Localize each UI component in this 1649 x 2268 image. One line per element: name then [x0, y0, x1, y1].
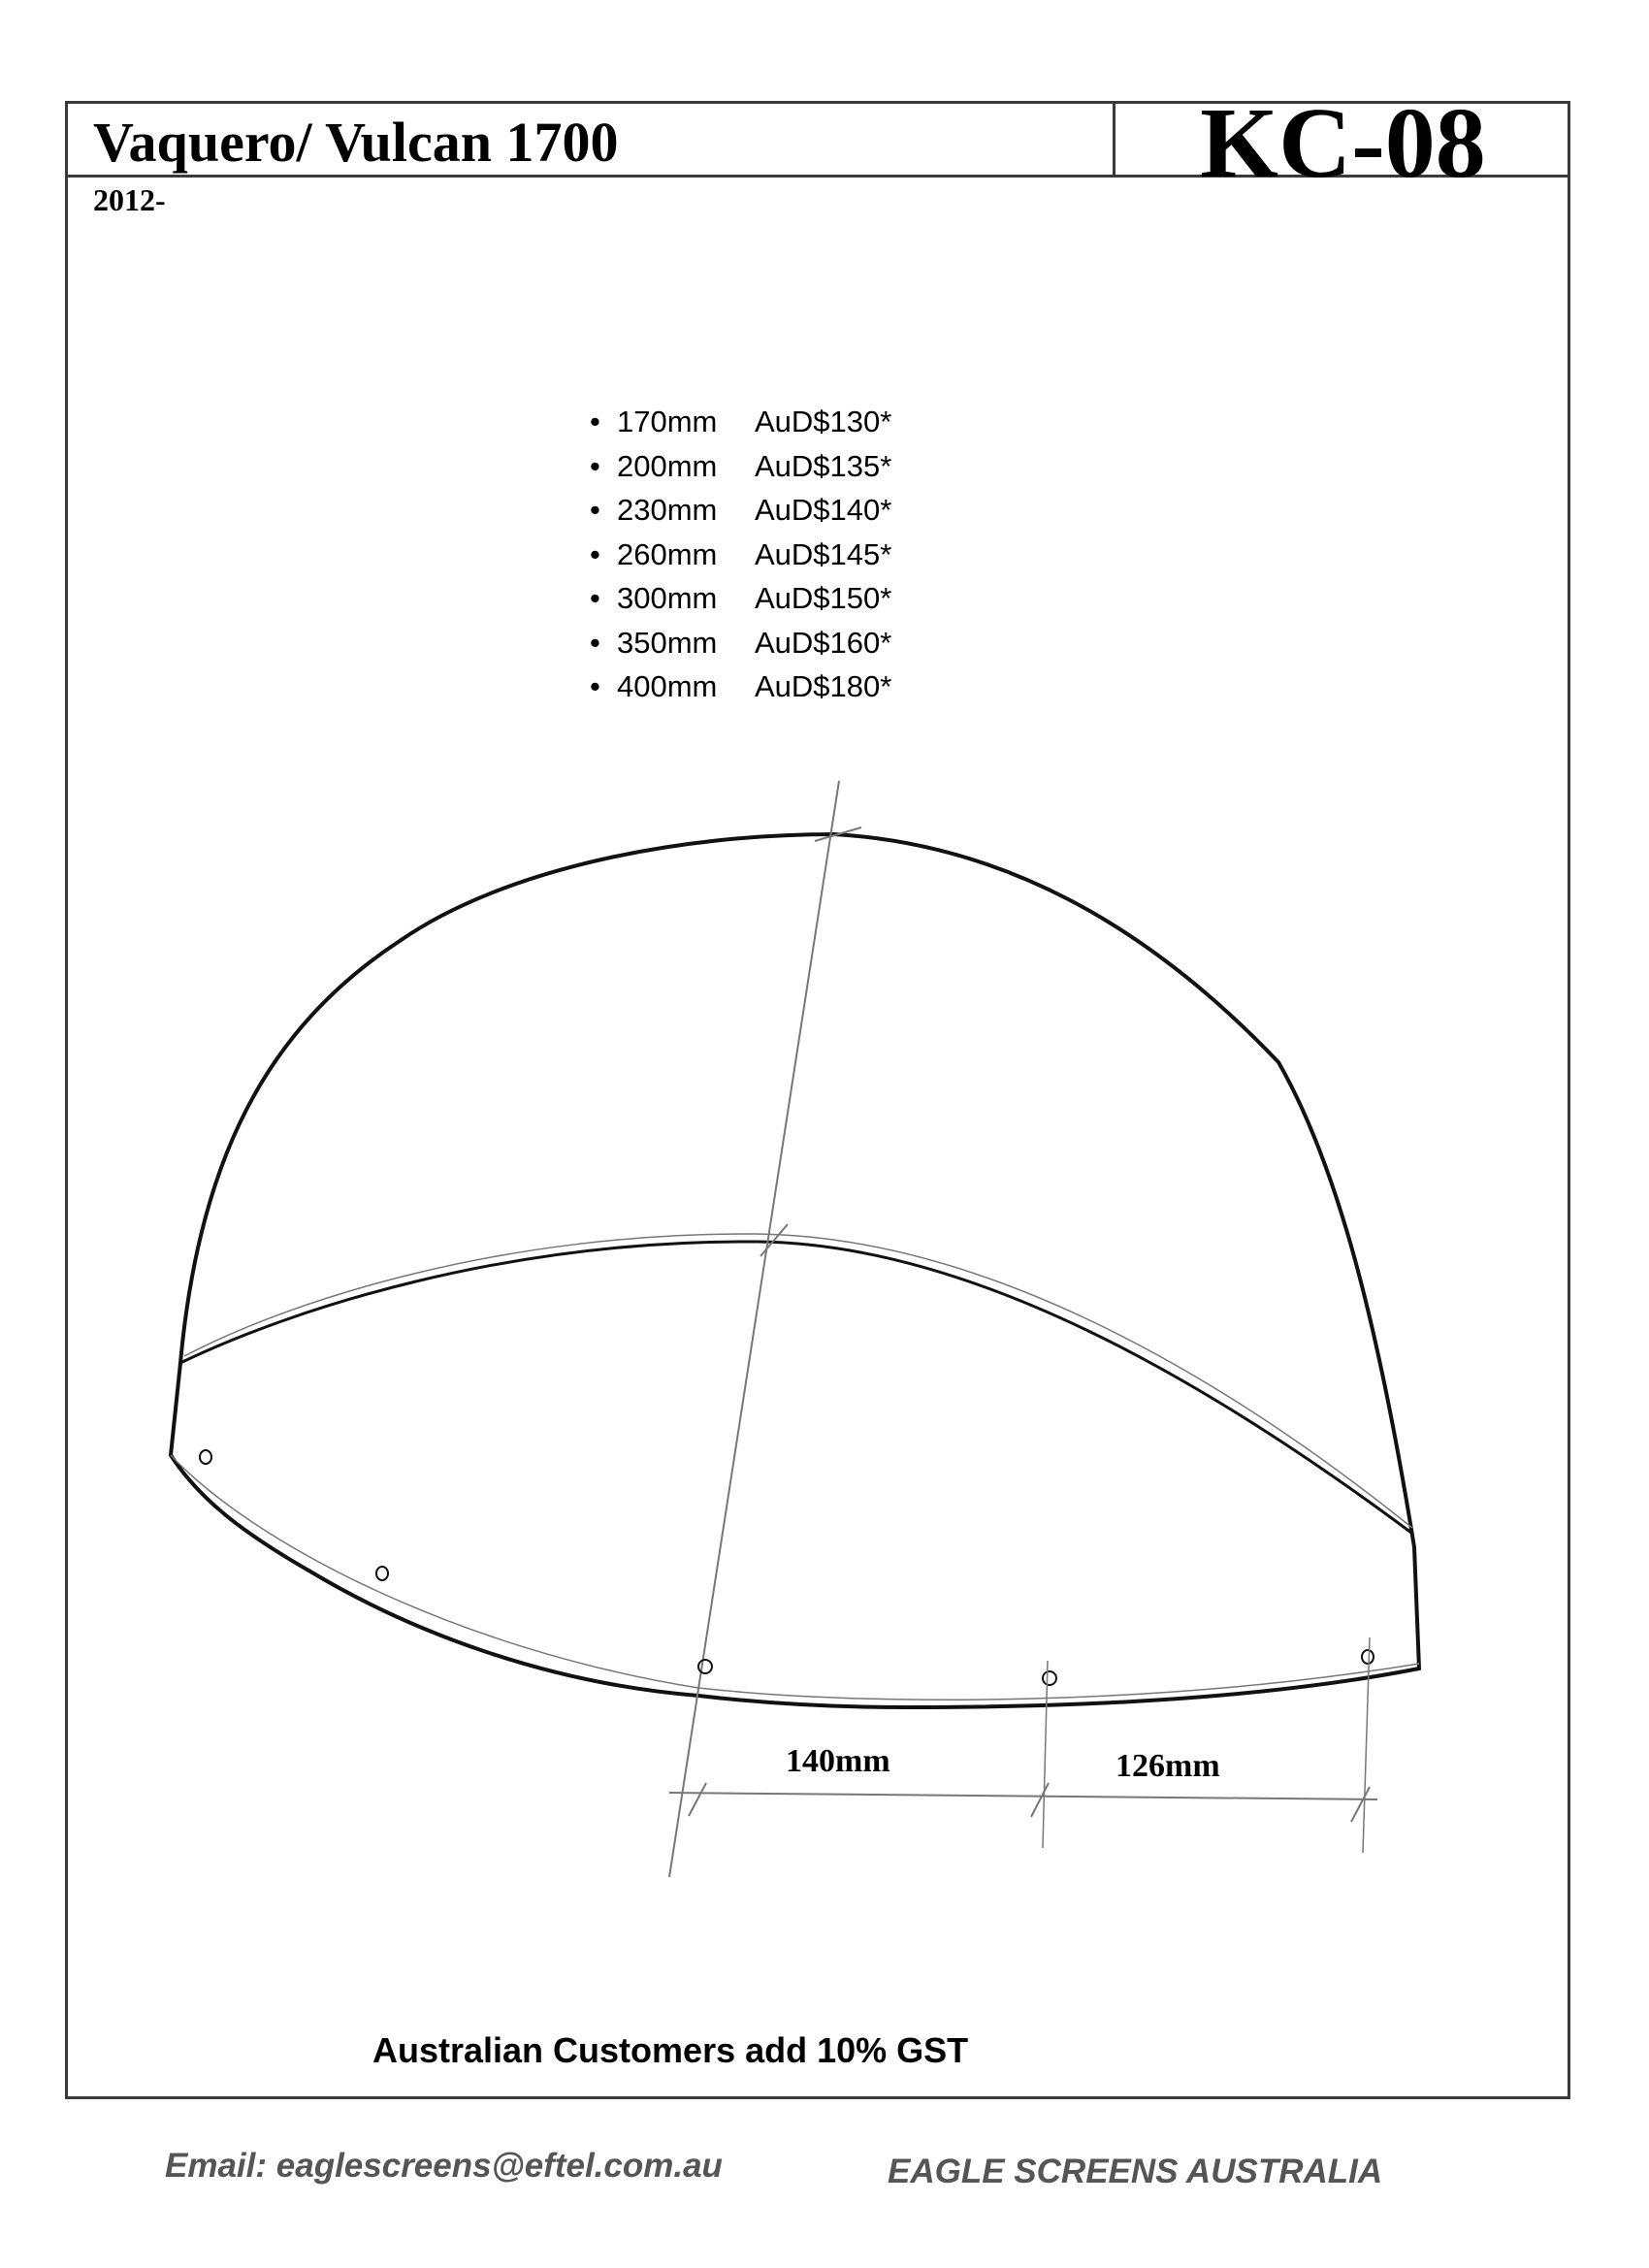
price-size: 200mm [617, 448, 718, 483]
hole-guide-line [1043, 1661, 1048, 1848]
model-title: Vaquero/ Vulcan 1700 [93, 111, 619, 174]
dimension-tick [1031, 1783, 1049, 1817]
price-row: • 170mm AuD$130* [590, 400, 891, 444]
dimension-tick [689, 1783, 706, 1816]
price-size: 260mm [617, 536, 718, 571]
price-row: • 200mm AuD$135* [590, 444, 891, 489]
dimension-label-right: 126mm [1116, 1748, 1220, 1784]
inner-cut-line [180, 1242, 1411, 1533]
guide-curve [184, 1234, 1412, 1528]
screen-outline [171, 834, 1419, 1707]
price-row: • 400mm AuD$180* [590, 664, 891, 709]
product-code: KC-08 [1200, 87, 1486, 199]
guide-curve [171, 1455, 1419, 1700]
price-value: AuD$160* [755, 625, 892, 660]
price-size: 230mm [617, 493, 718, 527]
price-row: • 260mm AuD$145* [590, 533, 891, 577]
footer-company: EAGLE SCREENS AUSTRALIA [888, 2153, 1383, 2190]
mounting-hole [376, 1567, 388, 1580]
price-value: AuD$145* [755, 536, 892, 571]
dimension-tick [1351, 1787, 1370, 1822]
price-value: AuD$135* [755, 448, 892, 483]
price-size: 300mm [617, 581, 718, 615]
mounting-hole [698, 1660, 712, 1673]
price-row: • 230mm AuD$140* [590, 488, 891, 533]
hole-guide-line [1363, 1637, 1370, 1853]
price-row: • 350mm AuD$160* [590, 621, 891, 665]
dimension-label-left: 140mm [786, 1743, 890, 1779]
centre-line [669, 781, 839, 1877]
price-size: 170mm [617, 405, 718, 438]
mounting-hole [1043, 1671, 1056, 1685]
price-value: AuD$150* [755, 581, 892, 615]
model-year: 2012- [93, 182, 166, 217]
dimension-line [669, 1793, 1377, 1799]
price-row: • 300mm AuD$150* [590, 576, 891, 621]
price-size: 350mm [617, 625, 718, 660]
price-value: AuD$140* [755, 493, 892, 527]
price-size: 400mm [617, 669, 718, 703]
tick-mark [760, 1224, 788, 1256]
gst-note: Australian Customers add 10% GST [372, 2030, 969, 2070]
mounting-hole [1362, 1650, 1374, 1664]
price-value: AuD$180* [755, 669, 892, 703]
footer-email: Email: eaglescreens@eftel.com.au [165, 2147, 723, 2185]
mounting-hole [200, 1450, 211, 1464]
price-value: AuD$130* [755, 405, 892, 438]
